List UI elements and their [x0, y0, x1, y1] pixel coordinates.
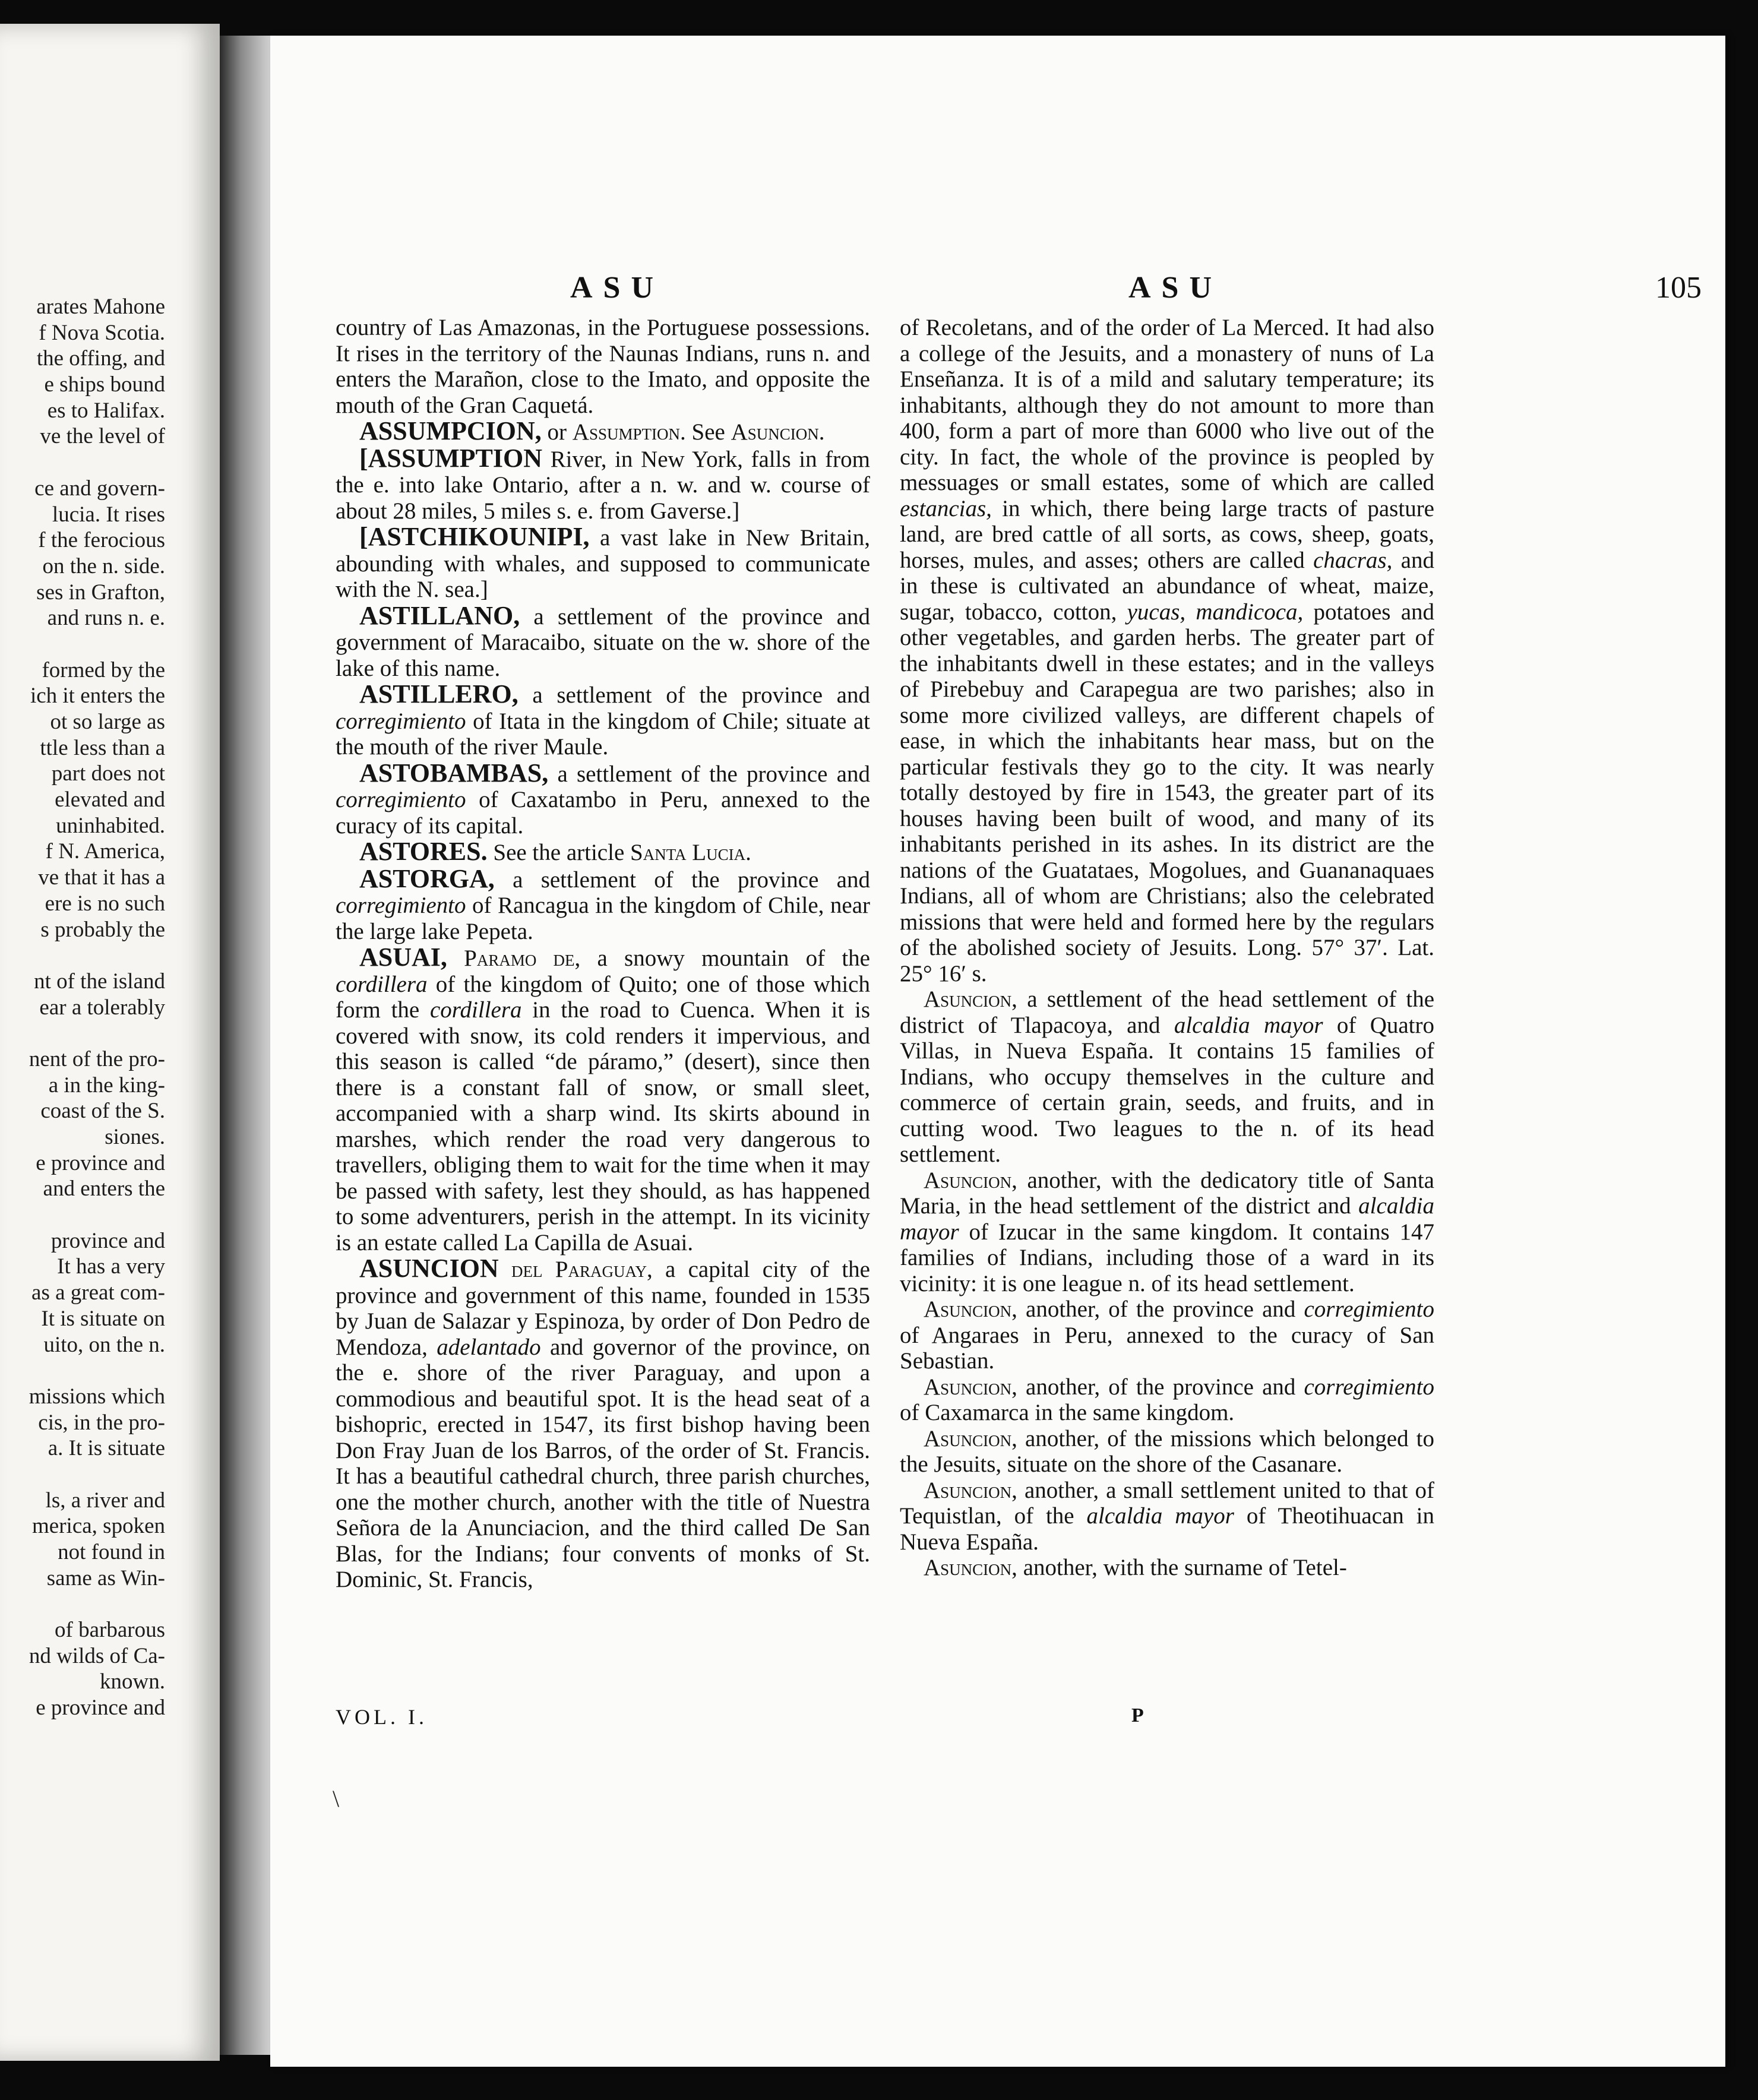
entry-astobambas: ASTOBAMBAS, a settlement of the province and corregimiento of Caxatambo in Peru, annexed to the curacy of its capital.	[336, 758, 870, 839]
facing-page-line	[0, 1358, 165, 1384]
facing-page-line: ear a tolerably	[39, 995, 165, 1020]
facing-page-line: ich it enters the	[30, 684, 165, 709]
running-head-right: ASU	[1128, 271, 1223, 305]
facing-page-line: cis, in the pro-	[38, 1410, 165, 1435]
facing-page-line	[0, 1020, 165, 1046]
facing-page-line: es to Halifax.	[47, 398, 165, 423]
signature-mark: P	[1131, 1704, 1144, 1726]
facing-page-line: ot so large as	[50, 710, 165, 734]
facing-page-line: merica, spoken	[32, 1514, 165, 1539]
facing-page-line: same as Win-	[46, 1565, 165, 1590]
entry-assumption-river: [ASSUMPTION River, in New York, falls in from the e. into lake Ontario, after a n. w. and w. course of about 28 miles, 5 miles s. e. from Gaverse.]	[336, 443, 870, 524]
facing-page-line: and runs n. e.	[47, 606, 165, 631]
facing-page-line	[0, 1202, 165, 1228]
facing-page-line: nt of the island	[34, 969, 165, 994]
facing-page-line: ses in Grafton,	[36, 580, 165, 605]
entry-asuncion-tetel: Asuncion, another, with the surname of Tetel-	[924, 1555, 1347, 1580]
facing-page-line: uninhabited.	[56, 813, 165, 838]
entry-asuncion-continued: of Recoletans, and of the order of La Merced. It had also a college of the Jesuits, and a monastery of nuns of La Enseñanza. It is of a mild and salutary temperature; its inhabitants, although they do not amount to more than 400, form a part of more than 6000 who live out of the city. In fact, the whole of the province is peopled by messuages or small estates, some of which are called estancias, in which, there being large tracts of pasture land, are bred cattle of all sorts, as cows, sheep, goats, horses, mules, and asses; others are called chacras, and in these is cultivated an abundance of wheat, maize, sugar, tobacco, cotton, yucas, mandicoca, potatoes and other vegetables, and garden herbs. The greater part of the inhabitants dwell in these estates; and in the valleys of Pirebebuy and Carapegua are two parishes; also in some more civilized valleys, are different chapels of ease, in which the inhabitants hear mass, but on the particular festivals they go to the city. It was nearly totally destoyed by fire in 1543, the greater part of its houses having been built of wood, and many of its inhabitants perished in its ashes. In its district are the nations of the Guatataes, Mogolues, and Guananaquaes Indians, all of whom are Christians; also the celebrated missions that were held and formed here by the regulars of the abolished society of Jesuits. Long. 57° 37′. Lat. 25° 16′ s.	[900, 315, 1435, 986]
facing-page-line: missions which	[29, 1384, 165, 1409]
facing-page-line: nent of the pro-	[29, 1046, 165, 1071]
facing-page-line: ttle less than a	[40, 735, 165, 760]
facing-page-fragment	[0, 24, 220, 2061]
facing-page-line: f N. America,	[45, 839, 165, 864]
facing-page-line: ls, a river and	[45, 1488, 165, 1513]
entry-astillero: ASTILLERO, a settlement of the province and corregimiento of Itata in the kingdom of Chile; situate at the mouth of the river Maule.	[336, 679, 870, 760]
facing-page-line: It has a very	[57, 1254, 165, 1279]
entry-asuncion-tlapacoya: Asuncion, a settlement of the head settlement of the district of Tlapacoya, and alcaldia mayor of Quatro Villas, in Nueva España. It contains 15 families of Indians, who occupy themselves in the culture and commerce of certain grain, seeds, and fruits, and in cutting wood. Two leagues to the n. of its head settlement.	[900, 986, 1434, 1167]
facing-page-line: ve the level of	[40, 424, 165, 449]
stray-mark: \	[333, 1785, 340, 1812]
entry-astorga: ASTORGA, a settlement of the province and corregimiento of Rancagua in the kingdom of Chile, near the large lake Pepeta.	[336, 864, 870, 944]
entry-assumpcion: ASSUMPCION, or Assumption. See Asuncion.	[359, 416, 825, 445]
volume-marker: VOL. I.	[336, 1705, 428, 1729]
entry-asuncion-caxamarca: Asuncion, another, of the province and corregimiento of Caxamarca in the same kingdom.	[900, 1374, 1434, 1425]
facing-page-text	[0, 294, 165, 1721]
facing-page-line: formed by the	[42, 657, 165, 682]
facing-page-line: e province and	[36, 1696, 165, 1721]
facing-page-line	[0, 450, 165, 476]
entry-asuai: ASUAI, Paramo de, a snowy mountain of the cordillera of the kingdom of Quito; one of those which form the cordillera in the road to Cuenca. When it is covered with snow, its cold renders it impervious, and this season is called “de páramo,” (desert), since then there is a constant fall of snow, or small sleet, accompanied with a sharp wind. Its skirts abound in marshes, which render the road very dangerous to travellers, obliging them to wait for the time when it may be passed with safety, lest they should, as has happened to some adventurers, perish in the attempt. In its vicinity is an estate called La Capilla de Asuai.	[336, 943, 870, 1255]
facing-page-line	[0, 631, 165, 657]
facing-page-line: as a great com-	[31, 1280, 165, 1305]
facing-page-line: and enters the	[43, 1176, 165, 1201]
facing-page-line: a. It is situate	[48, 1436, 165, 1461]
facing-page-line: ce and govern-	[34, 476, 165, 501]
facing-page-line: s probably the	[40, 917, 165, 942]
facing-page-line	[0, 1591, 165, 1617]
column-right	[900, 315, 1434, 1581]
entry-asuncion-tequistlan: Asuncion, another, a small settlement united to that of Tequistlan, of the alcaldia mayor of Theotihuacan in Nueva España.	[900, 1477, 1435, 1555]
facing-page-line: elevated and	[55, 788, 165, 812]
facing-page-line: f the ferocious	[38, 528, 165, 553]
facing-page-line: lucia. It rises	[52, 502, 165, 527]
facing-page-line: ve that it has a	[38, 865, 165, 890]
entry-asuncion-paraguay: ASUNCION del Paraguay, a capital city of the province and government of this name, founded in 1535 by Juan de Salazar y Espinoza, by order of Don Pedro de Mendoza, adelantado and governor of the province, on the e. shore of the river Paraguay, and upon a commodious and beautiful spot. It is the head seat of a bishopric, erected in 1547, its first bishop having been Don Fray Juan de los Barros, of the order of St. Francis. It has a beautiful cathedral church, three parish churches, one the mother church, another with the title of Nuestra Señora de la Anunciacion, and the third called De San Blas, for the Indians; four convents of monks of St. Dominic, St. Francis,	[336, 1254, 871, 1592]
running-head-left: ASU	[570, 271, 665, 305]
facing-page-line: the offing, and	[36, 346, 165, 371]
facing-page-line	[0, 943, 165, 969]
entry-astores: ASTORES. See the article Santa Lucia.	[359, 837, 751, 866]
facing-page-line: part does not	[51, 761, 165, 786]
facing-page-line: uito, on the n.	[43, 1332, 165, 1357]
entry-astillano: ASTILLANO, a settlement of the province and government of Maracaibo, situate on the w. shore of the lake of this name.	[336, 600, 870, 681]
facing-page-line: province and	[50, 1228, 165, 1253]
facing-page-line: of barbarous	[55, 1618, 165, 1643]
entry-continuation: country of Las Amazonas, in the Portuguese possessions. It rises in the territory of the Naunas Indians, runs n. and enters the Marañon, close to the Imato, and opposite the mouth of the Gran Caquetá.	[336, 315, 870, 418]
entry-asuncion-casanare: Asuncion, another, of the missions which belonged to the Jesuits, situate on the shore of the Casanare.	[900, 1425, 1434, 1477]
facing-page-line: coast of the S.	[40, 1099, 165, 1124]
column-left	[336, 315, 870, 1593]
facing-page-line: nd wilds of Ca-	[29, 1643, 165, 1668]
facing-page-line: e province and	[36, 1150, 165, 1175]
facing-page-line: It is situate on	[41, 1306, 165, 1331]
facing-page-line: f Nova Scotia.	[39, 320, 165, 345]
facing-page-line: a in the king-	[48, 1073, 165, 1098]
facing-page-line: ere is no such	[45, 891, 165, 916]
facing-page-line: e ships bound	[44, 372, 165, 397]
facing-page-line: known.	[100, 1669, 165, 1694]
entry-asuncion-izucar: Asuncion, another, with the dedicatory title of Santa Maria, in the head settlement of the district and alcaldia mayor of Izucar in the same kingdom. It contains 147 families of Indians, including those of a ward in its vicinity: it is one league n. of its head settlement.	[900, 1167, 1434, 1296]
facing-page-line: arates Mahone	[36, 295, 165, 319]
facing-page-line	[0, 1462, 165, 1488]
facing-page-line: siones.	[105, 1125, 165, 1149]
entry-asuncion-angaraes: Asuncion, another, of the province and corregimiento of Angaraes in Peru, annexed to the curacy of San Sebastian.	[900, 1296, 1434, 1374]
page-number: 105	[1655, 271, 1702, 305]
entry-astchikounipi: [ASTCHIKOUNIPI, a vast lake in New Britain, abounding with whales, and supposed to communicate with the N. sea.]	[336, 522, 870, 602]
book-page	[270, 36, 1725, 2067]
facing-page-line: not found in	[58, 1540, 165, 1564]
facing-page-line: on the n. side.	[42, 554, 165, 578]
